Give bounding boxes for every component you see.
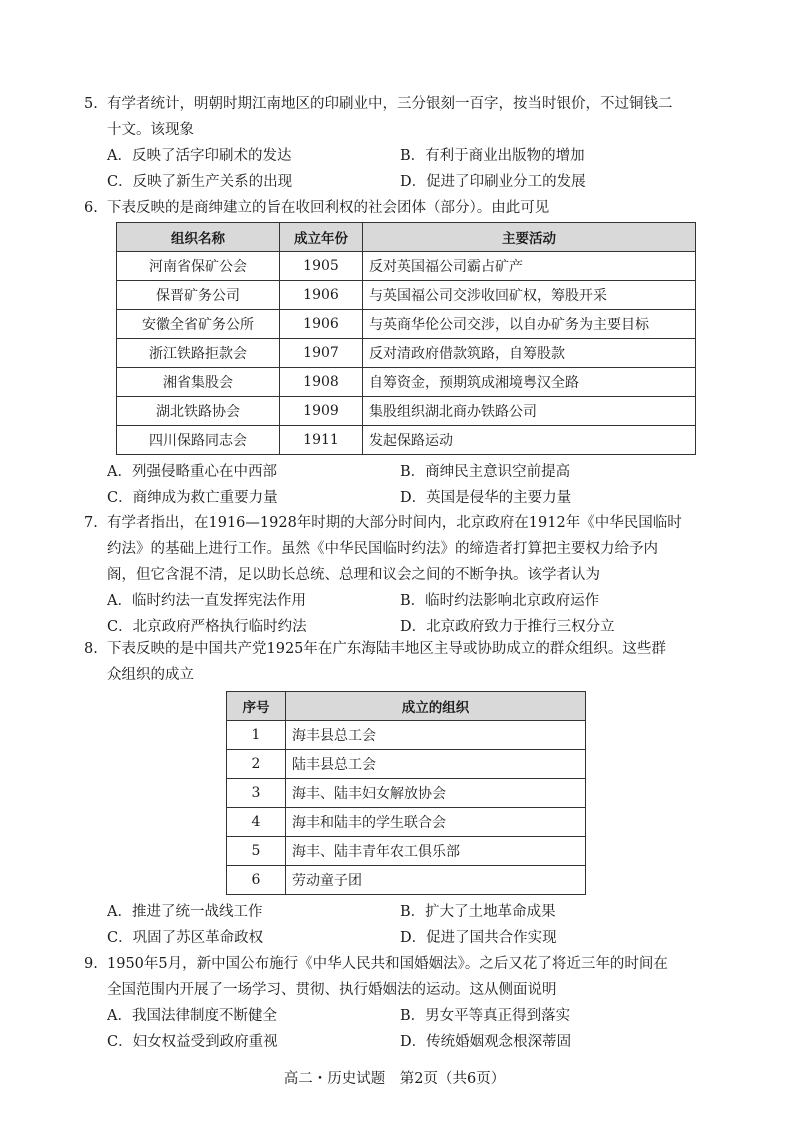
question-number: 8.: [84, 641, 98, 657]
table-cell: 与英国福公司交涉收回矿权，筹股开采: [363, 281, 696, 310]
table-header-row: [117, 223, 696, 252]
table-cell: 反对清政府借款筑路，自筹股款: [363, 339, 696, 368]
table-row: [227, 750, 586, 779]
table-cell: 海丰、陆丰青年农工俱乐部: [286, 837, 586, 866]
table-cell: 1907: [280, 339, 363, 368]
question-number: 7.: [84, 515, 98, 531]
table-cell: 与英商华伦公司交涉，以自办矿务为主要目标: [363, 310, 696, 339]
table-cell: 1908: [280, 368, 363, 397]
table-row: [227, 779, 586, 808]
table-cell: 保晋矿务公司: [117, 281, 280, 310]
table-cell: 四川保路同志会: [117, 426, 280, 455]
option-c[interactable]: C．反映了新生产关系的出现: [107, 174, 293, 190]
table-row: [227, 808, 586, 837]
table-row: [117, 252, 696, 281]
question-9: [84, 951, 714, 1055]
option-d[interactable]: D．促进了印刷业分工的发展: [400, 174, 586, 190]
question-6: [84, 195, 714, 221]
option-c[interactable]: C．妇女权益受到政府重视: [107, 1034, 278, 1050]
table-cell: 5: [227, 837, 286, 866]
table-cell: 3: [227, 779, 286, 808]
table-cell: 湖北铁路协会: [117, 397, 280, 426]
table-cell: 2: [227, 750, 286, 779]
table-cell: 1: [227, 721, 286, 750]
option-b[interactable]: B．临时约法影响北京政府运作: [400, 593, 600, 609]
table-cell: 劳动童子团: [286, 866, 586, 895]
table-row: [117, 397, 696, 426]
option-d[interactable]: D．北京政府致力于推行三权分立: [400, 619, 615, 635]
table-cell: 1911: [280, 426, 363, 455]
column-header: 序号: [227, 692, 286, 721]
table-row: [227, 866, 586, 895]
option-a[interactable]: A．列强侵略重心在中西部: [107, 464, 277, 480]
option-row: [84, 588, 714, 614]
question-stem-line: 全国范围内开展了一场学习、贯彻、执行婚姻法的运动。这从侧面说明: [107, 982, 557, 998]
table-cell: 6: [227, 866, 286, 895]
organizations-table: [116, 222, 696, 455]
table-cell: 湘省集股会: [117, 368, 280, 397]
option-row: [84, 1003, 714, 1029]
option-d[interactable]: D．英国是侵华的主要力量: [400, 490, 572, 506]
column-header: 成立的组织: [286, 692, 586, 721]
option-d[interactable]: D．传统婚姻观念根深蒂固: [400, 1034, 572, 1050]
question-stem-line: 下表反映的是中国共产党1925年在广东海陆丰地区主导或协助成立的群众组织。这些群: [107, 641, 666, 657]
question-number: 9.: [84, 956, 98, 972]
column-header: 组织名称: [117, 223, 280, 252]
table-cell: 1906: [280, 281, 363, 310]
table-cell: 自筹资金，预期筑成湘境粤汉全路: [363, 368, 696, 397]
option-a[interactable]: A．我国法律制度不断健全: [107, 1008, 277, 1024]
table-cell: 1906: [280, 310, 363, 339]
option-row: [84, 1029, 714, 1055]
table-row: [117, 368, 696, 397]
option-b[interactable]: B．男女平等真正得到落实: [400, 1008, 571, 1024]
question-stem-line: 众组织的成立: [107, 667, 194, 683]
table-row: [117, 281, 696, 310]
question-stem-line: 阁，但它含混不清，足以助长总统、总理和议会之间的不断争执。该学者认为: [107, 567, 600, 583]
column-header: 成立年份: [280, 223, 363, 252]
option-row: [84, 485, 714, 511]
table-cell: 1905: [280, 252, 363, 281]
question-6-options: [84, 459, 714, 511]
question-5: [84, 91, 714, 195]
question-stem-line: 十文。该现象: [107, 122, 194, 138]
table-row: [227, 721, 586, 750]
table-cell: 陆丰县总工会: [286, 750, 586, 779]
option-b[interactable]: B．商绅民主意识空前提高: [400, 464, 571, 480]
option-c[interactable]: C．巩固了苏区革命政权: [107, 930, 264, 946]
option-a[interactable]: A．反映了活字印刷术的发达: [107, 148, 292, 164]
mass-organizations-table: [226, 691, 586, 895]
option-row: [84, 169, 714, 195]
option-a[interactable]: A．临时约法一直发挥宪法作用: [107, 593, 306, 609]
option-c[interactable]: C．商绅成为救亡重要力量: [107, 490, 278, 506]
option-row: [84, 925, 714, 951]
option-row: [84, 143, 714, 169]
table-row: [117, 426, 696, 455]
table-row: [227, 837, 586, 866]
table-header-row: [227, 692, 586, 721]
table-cell: 安徽全省矿务公所: [117, 310, 280, 339]
table-row: [117, 339, 696, 368]
question-8-options: [84, 899, 714, 951]
option-c[interactable]: C．北京政府严格执行临时约法: [107, 619, 307, 635]
question-number: 6.: [84, 200, 98, 216]
question-stem-line: 约法》的基础上进行工作。虽然《中华民国临时约法》的缔造者打算把主要权力给予内: [107, 541, 658, 557]
table-cell: 浙江铁路拒款会: [117, 339, 280, 368]
option-d[interactable]: D．促进了国共合作实现: [400, 930, 557, 946]
table-cell: 海丰、陆丰妇女解放协会: [286, 779, 586, 808]
question-stem-line: 有学者指出，在1916—1928年时期的大部分时间内，北京政府在1912年《中华民国临时: [107, 515, 682, 531]
page-footer: 高二・历史试题 第2页（共6页）: [283, 1071, 506, 1087]
question-number: 5.: [84, 96, 98, 112]
option-b[interactable]: B．扩大了土地革命成果: [400, 904, 556, 920]
table-cell: 集股组织湖北商办铁路公司: [363, 397, 696, 426]
table-cell: 4: [227, 808, 286, 837]
table-cell: 海丰县总工会: [286, 721, 586, 750]
option-row: [84, 459, 714, 485]
table-cell: 河南省保矿公会: [117, 252, 280, 281]
question-8: [84, 636, 714, 688]
question-stem-line: 下表反映的是商绅建立的旨在收回利权的社会团体（部分）。由此可见: [107, 200, 550, 216]
table-cell: 反对英国福公司霸占矿产: [363, 252, 696, 281]
table-cell: 发起保路运动: [363, 426, 696, 455]
question-7: [84, 510, 714, 640]
question-stem-line: 1950年5月，新中国公布施行《中华人民共和国婚姻法》。之后又花了将近三年的时间在: [107, 956, 668, 972]
table-cell: 海丰和陆丰的学生联合会: [286, 808, 586, 837]
option-row: [84, 899, 714, 925]
question-stem-line: 有学者统计，明朝时期江南地区的印刷业中，三分银刻一百字，按当时银价，不过铜钱二: [107, 96, 673, 112]
table-row: [117, 310, 696, 339]
table-cell: 1909: [280, 397, 363, 426]
option-a[interactable]: A．推进了统一战线工作: [107, 904, 263, 920]
option-b[interactable]: B．有利于商业出版物的增加: [400, 148, 585, 164]
column-header: 主要活动: [363, 223, 696, 252]
